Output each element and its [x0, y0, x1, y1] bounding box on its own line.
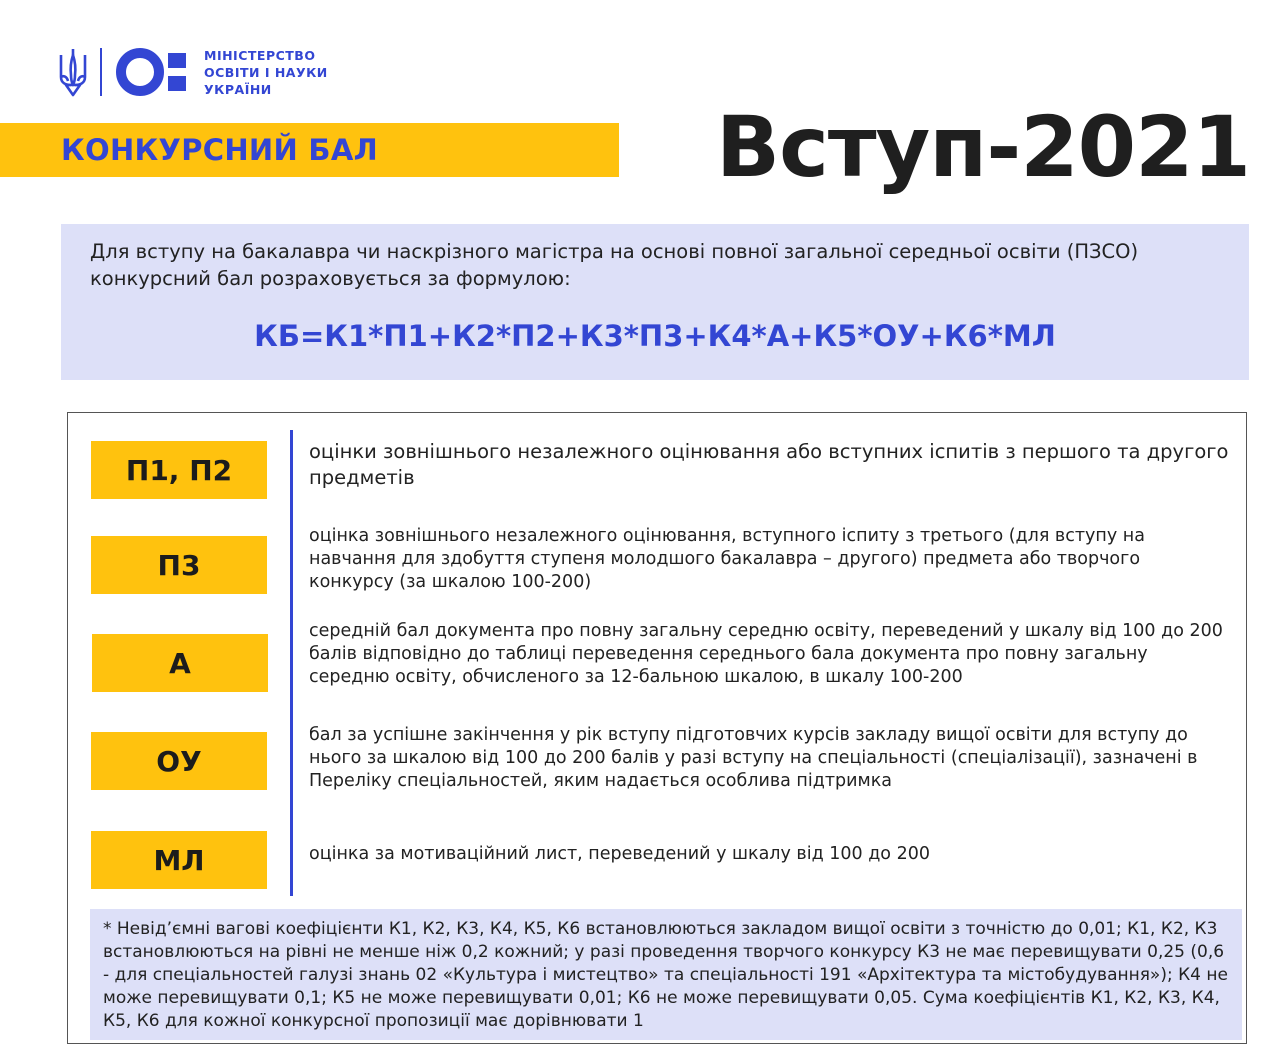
label-ou: ОУ — [91, 732, 267, 790]
intro-text: Для вступу на бакалавра чи наскрізного магістра на основі повної загальної середньої освіти (ПЗСО) конкурсний бал розраховується за формулою: — [90, 240, 1139, 290]
footnote-box — [90, 909, 1242, 1040]
ministry-logo-icon — [116, 47, 192, 97]
description-ou: бал за успішне закінчення у рік вступу підготовчих курсів закладу вищої освіти для вступу до нього за шкалою від 100 до 200 балів у разі вступу на спеціальності (спеціалізації), зазначені в Переліку спеціальностей, яким надається особлива підтримка — [309, 725, 1198, 791]
label-ml: МЛ — [91, 831, 267, 889]
label-p1-p2: П1, П2 — [91, 441, 267, 499]
ministry-name-line3: УКРАЇНИ — [204, 81, 272, 97]
logo-divider — [100, 48, 102, 96]
description-p3: оцінка зовнішнього незалежного оцінювання, вступного іспиту з третього (для вступу на навчання для здобуття ступеня молодшого бакалавра – другого) предмета або творчого конкурсу (за шкалою 100-200) — [309, 526, 1145, 592]
description-ml: оцінка за мотиваційний лист, переведений у шкалу від 100 до 200 — [309, 844, 930, 864]
description-a: середній бал документа про повну загальну середню освіту, переведений у шкалу від 100 до 200 балів відповідно до таблиці переведення середнього бала документа про повну загальну середню освіту, обчисленого за 12-бальною шкалою, в шкалу 100-200 — [309, 621, 1223, 687]
label-a: А — [92, 634, 268, 692]
page-title: Вступ-2021 — [716, 98, 1250, 196]
ministry-name-line1: МІНІСТЕРСТВО — [204, 47, 316, 63]
footnote-text: * Невід’ємні вагові коефіцієнти К1, К2, К3, К4, К5, К6 встановлюються закладом вищої освіти з точністю до 0,01; К1, К2, К3 встановлюються на рівні не менше ніж 0,2 кожний; у разі проведення творчого конкурсу К3 не має перевищувати 0,25 (0,6 - для спеціальностей галузі знань 02 «Культура і мистецтво» та спеціальності 191 «Архітектура та містобудування»); К4 не може перевищувати 0,1; К5 не може перевищувати 0,01; К6 не може перевищувати 0,05. Сума коефіцієнтів К1, К2, К3, К4, К5, К6 для кожної конкурсної пропозиції має дорівнювати 1 — [103, 919, 1228, 1031]
intro-box — [61, 224, 1249, 380]
section-banner — [0, 123, 619, 177]
table-divider — [290, 430, 293, 896]
banner-title: КОНКУРСНИЙ БАЛ — [61, 133, 378, 167]
ministry-name — [204, 47, 328, 98]
label-p3: П3 — [91, 536, 267, 594]
trident-emblem-icon — [58, 47, 88, 97]
formula: КБ=К1*П1+К2*П2+К3*П3+К4*А+К5*ОУ+К6*МЛ — [254, 319, 1056, 353]
ministry-name-line2: ОСВІТИ І НАУКИ — [204, 64, 328, 80]
ministry-logo — [58, 44, 328, 100]
description-p1-p2: оцінки зовнішнього незалежного оцінювання або вступних іспитів з першого та другого предметів — [309, 440, 1229, 489]
